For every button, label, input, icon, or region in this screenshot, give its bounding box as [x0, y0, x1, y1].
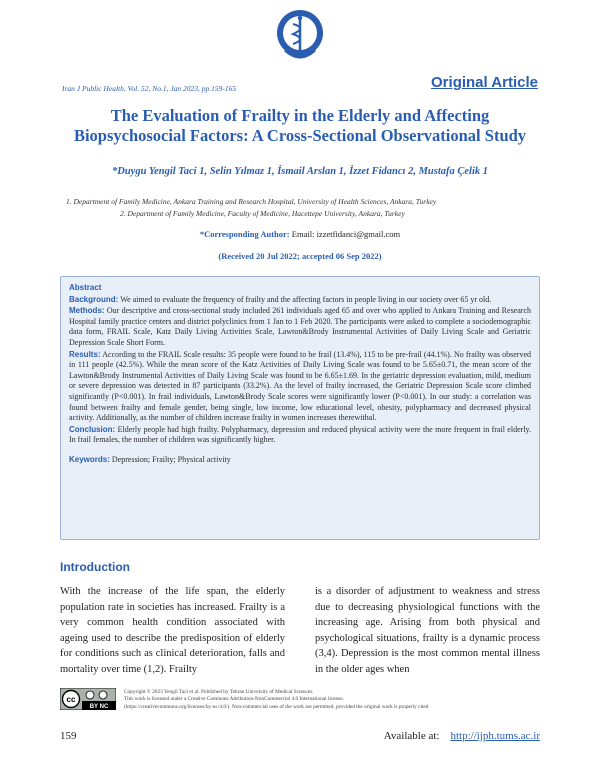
abstract-box — [60, 276, 540, 540]
license-text — [124, 689, 544, 711]
cc-license-badge-icon[interactable] — [60, 688, 116, 710]
abstract-background: Background: We aimed to evaluate the frequency of frailty and the affecting factors in people living in our society over 65 yr old. — [69, 294, 492, 304]
available-label: Available at: — [383, 730, 440, 742]
introduction-heading: Introduction — [60, 560, 130, 574]
title-line-1: The Evaluation of Frailty in the Elderly and Affecting — [110, 106, 490, 125]
availability — [384, 730, 540, 742]
abstract-methods: Methods: Our descriptive and cross-sectional study included 261 individuals aged 65 and over who applied to Ankara Training and Research Hospital family practice centers and district polyclinics from 1 Jan to 1 Feb 2020. The participants were asked to complete a sociodemographic data form, FRAIL Scale, Katz Daily Living Activities Scale, Lawton&Brody Instrumental Activities of Daily Living Scale and Geriatric Depression Scale Short Form. — [69, 306, 531, 347]
journal-url-link[interactable]: http://ijph.tums.ac.ir — [450, 730, 540, 742]
intro-column-left: With the increase of the life span, the elderly population rate in societies has increased. Frailty is a very common health condition associated with ageing used to describe the predisposition of elderly for conditions such as clinical deterioration, falls and mortality over time (1,2). Frailty — [60, 586, 285, 675]
license-line-3[interactable]: (https://creativecommons.org/licenses/by-nc/4.0/). Non-commercial uses of the work are permitted, provided the original work is properly cited — [124, 703, 429, 710]
abstract-heading: Abstract — [69, 283, 102, 292]
page-number: 159 — [60, 730, 77, 742]
abstract-results: Results: According to the FRAIL Scale results: 35 people were found to be frail (13.4%), 115 to be pre-frail (44.1%). No frailty was observed in 111 people (42.5%). While the mean score of the Katz Activities of Daily Living Scale was found to be 5.65±0.71, the mean score of the Lawton&Brody Instrumental Activities of Daily Living Scale was found to be 6.65±1.69. In the geriatric depression evaluation, mild, medium or severe depression was detected in 87 participants (33.2%). As the level of frailty increased, the Geriatric Depression Scale score climbed significantly (P<0.001). In frail individuals, Lawton&Brody Scale scores were significantly lower (P<0.001). In our study: a correlation was found between frailty and female gender, being single, low income, low educational level, obesity, polypharmacy and decreased physical activity. Additionally, as the number of children increase frailty in women increases therewithal. — [69, 349, 531, 423]
corresponding-author — [60, 229, 540, 239]
journal-reference: Iran J Public Health, Vol. 52, No.1, Jan 2023, pp.159-165 — [62, 84, 237, 93]
article-type-label: Original Article — [431, 74, 538, 91]
affiliation-1: 1. Department of Family Medicine, Ankara Training and Research Hospital, University of Health Sciences, Ankara, Turkey — [66, 197, 437, 206]
affiliations — [60, 196, 540, 220]
received-dates: (Received 20 Jul 2022; accepted 06 Sep 2022) — [218, 251, 382, 261]
abstract-keywords: Keywords: Depression; Frailty; Physical activity — [69, 454, 231, 464]
corresponding-label: *Corresponding Author: — [199, 229, 290, 239]
license-line-1: Copyright © 2023 Yengil Taci et al. Published by Tehran University of Medical Sciences. — [124, 689, 314, 695]
author-list: *Duygu Yengil Taci 1, Selin Yılmaz 1, İsmail Arslan 1, İzzet Fidancı 2, Mustafa Çelik 1 — [111, 166, 489, 177]
article-title — [60, 106, 540, 146]
corresponding-email[interactable]: Email: izzetfidanci@gmail.com — [289, 229, 401, 239]
title-line-2: Biopsychosocial Factors: A Cross-Sectional Observational Study — [73, 126, 527, 145]
cc-badge-bottom: BY NC — [89, 704, 109, 710]
intro-column-right: is a disorder of adjustment to weakness and stress due to decreasing physiological functions with the increasing age. Arising from both physical and psychological situations, frailty is a dynamic process (3,4). Depression is the most common mental illness in the older ages when — [315, 586, 540, 675]
journal-logo-icon — [275, 8, 325, 68]
affiliation-2: 2. Department of Family Medicine, Faculty of Medicine, Hacettepe University, Ankara, Turkey — [120, 209, 405, 218]
abstract-conclusion: Conclusion: Elderly people had high frailty. Polypharmacy, depression and reduced physical activity were the more frequent in frail elderly. In frail females, the number of children was significantly higher. — [69, 424, 531, 445]
license-line-2: This work is licensed under a Creative Commons Attribution-NonCommercial 4.0 International license. — [124, 696, 344, 703]
cc-badge-top: cc — [66, 695, 76, 704]
